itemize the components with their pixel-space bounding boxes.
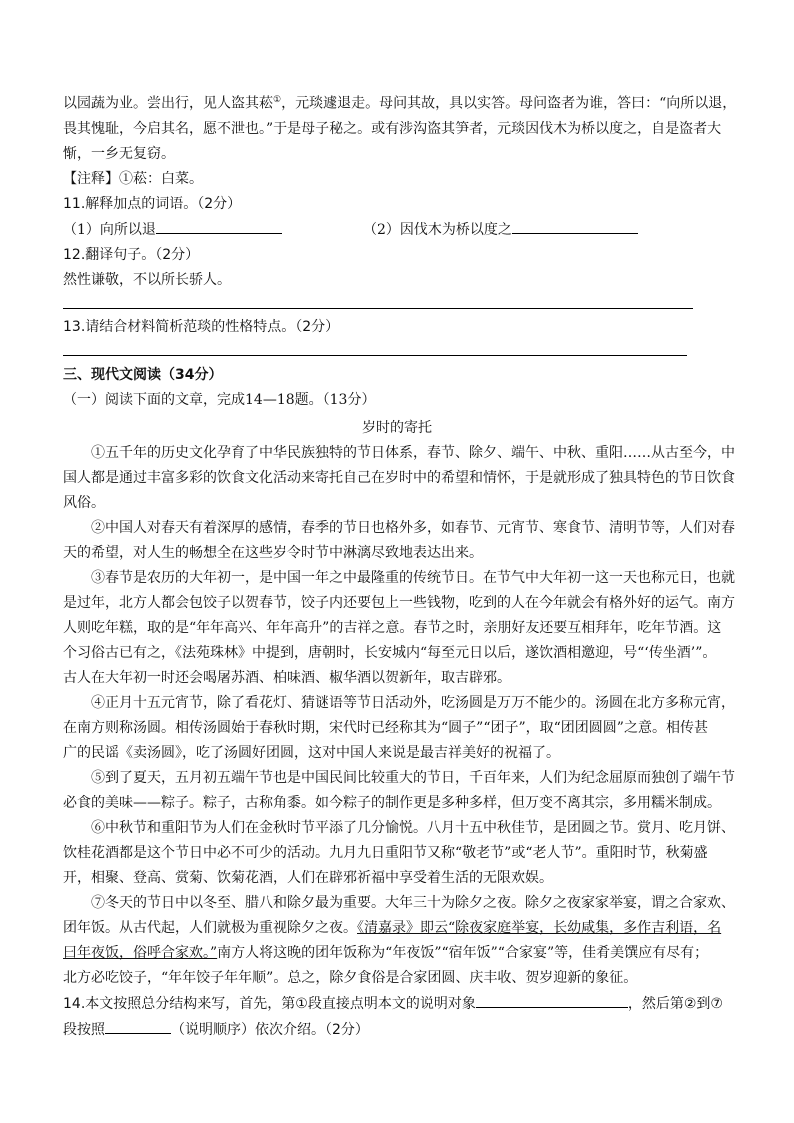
classical-text-line: 惭，一乡无复窃。: [63, 145, 175, 162]
q11-item-1: （1）向所以退: [63, 221, 156, 238]
paragraph-6: ⑥中秋节和重阳节为人们在金秋时节平添了几分愉悦。八月十五中秋佳节，是团圆之节。赏月、吃月饼、 饮桂花酒都是这个节日中必不可少的活动。九月九日重阳节又称“敬老节”或“老人节”。重阳时节，秋菊盛 开，相聚、登高、赏菊、饮菊花酒，人们在辟邪祈福中享受着生活的无限欢娱。: [63, 819, 735, 886]
classical-text-line: 以园蔬为业。尝出行，见人盗其菘①，元琰遽退走。母问其故，具以实答。母问盗者为谁，答曰：“向所以退，: [63, 95, 737, 112]
annotation: 【注释】①菘：白菜。: [63, 170, 203, 187]
footnote-mark: ①: [273, 95, 282, 105]
question-12: 12.翻译句子。（2分）: [63, 246, 200, 263]
question-11-items: [63, 217, 731, 243]
section-subheading: （一）阅读下面的文章，完成14—18题。（13分）: [63, 391, 376, 408]
q12-sentence: 然性谦敬，不以所长骄人。: [63, 271, 231, 288]
paragraph-3: ③春节是农历的大年初一，是中国一年之中最隆重的传统节日。在节气中大年初一这一天也称元日，也就 是过年，北方人都会包饺子以贺春节，饺子内还要包上一些钱物，吃到的人在今年就会有格外好的运气。南方 人则吃年糕，取的是“年年高兴、年年高升”的吉祥之意。春节之时，亲朋好友还要互相拜年，吃年节酒。这 个习俗古已有之，《法苑珠林》中提到，唐朝时，长安城内“每至元日以后，遂饮酒相邀迎，号“‘传坐酒’”。 古人在大年初一时还会喝屠苏酒、柏味酒、椒华酒以贺新年，取吉辟邪。: [63, 569, 735, 686]
underlined-quote: 《清嘉录》即云“除夜家庭举宴，长幼咸集，多作吉利语，名: [357, 919, 722, 936]
classical-text-line: 畏其愧耻，今启其名，愿不泄也。”于是母子秘之。或有涉沟盗其笋者，元琰因伐木为桥以度之，自是盗者大: [63, 120, 722, 137]
answer-line[interactable]: [63, 354, 687, 356]
question-11: 11.解释加点的词语。（2分）: [63, 195, 242, 212]
q11-answer-blank-2[interactable]: [512, 217, 638, 234]
section-heading: 三、现代文阅读（34分）: [63, 366, 223, 383]
paragraph-7: ⑦冬天的节日中以冬至、腊八和除夕最为重要。大年三十为除夕之夜。除夕之夜家家举宴，谓之合家欢、 团年饭。从古代起，人们就极为重视除夕之夜。《清嘉录》即云“除夜家庭举宴，长幼咸集，多作吉利语，名 曰年夜饭，俗呼合家欢。”南方人将这晚的团年饭称为“年夜饭”“宿年饭”“合家宴”等，佳肴美馔应有尽有； 北方必吃饺子，“年年饺子年年顺”。总之，除夕食俗是合家团圆、庆丰收、贺岁迎新的象征。: [63, 894, 735, 986]
document-page: [63, 88, 737, 1043]
answer-line[interactable]: [63, 307, 693, 309]
question-13: 13.请结合材料简析范琰的性格特点。（2分）: [63, 318, 340, 335]
underlined-quote: 曰年夜饭，俗呼合家欢。”: [63, 944, 218, 961]
paragraph-4: ④正月十五元宵节，除了看花灯、猜谜语等节日活动外，吃汤圆是万万不能少的。汤圆在北方多称元宵， 在南方则称汤圆。相传汤圆始于春秋时期，宋代时已经称其为“圆子”“团子”，取“团团圆圆”之意。相传甚 广的民谣《卖汤圆》，吃了汤圆好团圆，这对中国人来说是最吉祥美好的祝福了。: [63, 694, 735, 761]
q11-item-2: （2）因伐木为桥以度之: [363, 221, 512, 238]
paragraph-5: ⑤到了夏天，五月初五端午节也是中国民间比较重大的节日，千百年来，人们为纪念屈原而独创了端午节 必食的美味——粽子。粽子，古称角黍。如今粽子的制作更是多种多样，但万变不离其宗，多用糯米制成。: [63, 769, 735, 811]
q11-answer-blank-1[interactable]: [156, 217, 282, 234]
article-title: 岁时的寄托: [362, 419, 432, 436]
question-14: 14.本文按照总分结构来写，首先，第①段直接点明本文的说明对象 ，然后第②到⑦ 段按照 （说明顺序）依次介绍。（2分）: [63, 991, 731, 1043]
q14-answer-blank-1[interactable]: [476, 991, 628, 1008]
q14-answer-blank-2[interactable]: [105, 1017, 171, 1034]
paragraph-1: ①五千年的历史文化孕育了中华民族独特的节日体系，春节、除夕、端午、中秋、重阳……从古至今，中 国人都是通过丰富多彩的饮食文化活动来寄托自己在岁时中的希望和情怀，于是就形成了独具特色的节日饮食 风俗。: [63, 444, 735, 511]
paragraph-2: ②中国人对春天有着深厚的感情，春季的节日也格外多，如春节、元宵节、寒食节、清明节等，人们对春 天的希望，对人生的畅想全在这些岁令时节中淋漓尽致地表达出来。: [63, 519, 735, 561]
